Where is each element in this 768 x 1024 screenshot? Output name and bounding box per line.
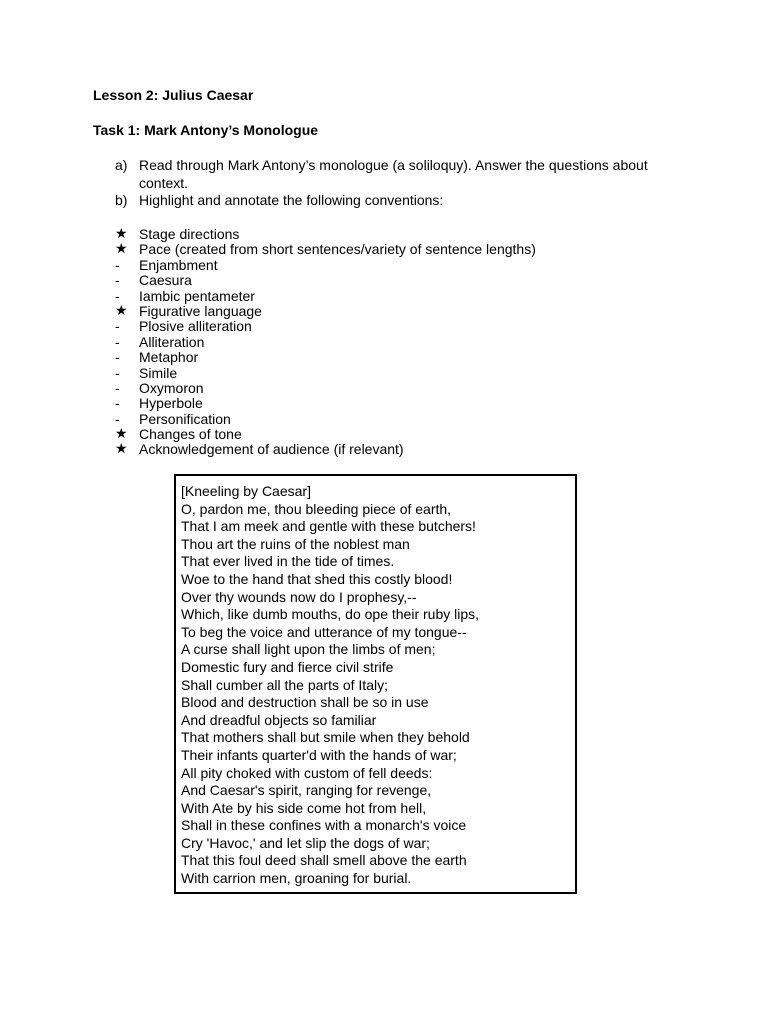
- dash-bullet: -: [115, 410, 120, 427]
- convention-item: [115, 258, 536, 273]
- convention-label: Iambic pentameter: [139, 287, 255, 304]
- monologue-line: Thou art the ruins of the noblest man: [181, 535, 410, 552]
- task-marker: a): [115, 157, 128, 173]
- monologue-line: Which, like dumb mouths, do ope their ruby lips,: [181, 606, 480, 623]
- monologue-line: To beg the voice and utterance of my tongue--: [181, 623, 467, 640]
- convention-label: Oxymoron: [139, 379, 204, 396]
- monologue-line: Cry 'Havoc,' and let slip the dogs of war;: [181, 834, 430, 851]
- stage-direction: [Kneeling by Caesar]: [181, 483, 311, 499]
- monologue-line: Domestic fury and fierce civil strife: [181, 658, 394, 675]
- convention-item: [115, 381, 536, 396]
- dash-bullet: -: [115, 333, 120, 350]
- dash-bullet: -: [115, 349, 120, 366]
- convention-item: [115, 289, 536, 304]
- convention-label: Plosive alliteration: [139, 318, 252, 335]
- dash-bullet: -: [115, 364, 120, 381]
- task-instructions-list: [115, 157, 675, 210]
- convention-item: [115, 442, 536, 457]
- star-icon: ★: [115, 441, 128, 458]
- monologue-line: That I am meek and gentle with these butchers!: [181, 518, 476, 535]
- convention-item: [115, 242, 536, 257]
- task-title: Task 1: Mark Antony’s Monologue: [93, 122, 319, 138]
- monologue-line: Shall in these confines with a monarch's voice: [181, 817, 467, 834]
- dash-bullet: -: [115, 395, 120, 412]
- lesson-title: Lesson 2: Julius Caesar: [93, 87, 254, 103]
- convention-item: [115, 412, 536, 427]
- convention-label: Stage directions: [139, 226, 240, 242]
- monologue-line: That mothers shall but smile when they behold: [181, 729, 470, 746]
- monologue-line: That this foul deed shall smell above the earth: [181, 852, 467, 869]
- dash-bullet: -: [115, 318, 120, 335]
- convention-label: Caesura: [139, 272, 192, 289]
- task-text: Read through Mark Antony’s monologue (a soliloquy). Answer the questions about context.: [139, 157, 648, 191]
- monologue-box: [174, 474, 577, 894]
- monologue-line: Woe to the hand that shed this costly blood!: [181, 570, 453, 587]
- task-item-b: [115, 192, 675, 210]
- monologue-line: That ever lived in the tide of times.: [181, 553, 395, 570]
- dash-bullet: -: [115, 287, 120, 304]
- convention-item: [115, 350, 536, 365]
- task-item-a: [115, 157, 675, 192]
- convention-label: Metaphor: [139, 349, 199, 366]
- convention-item: [115, 304, 536, 319]
- convention-item: [115, 396, 536, 411]
- monologue-line: With Ate by his side come hot from hell,: [181, 799, 427, 816]
- star-icon: ★: [115, 226, 128, 242]
- star-icon: ★: [115, 426, 128, 443]
- monologue-line: And Caesar's spirit, ranging for revenge,: [181, 782, 432, 799]
- conventions-list: [115, 227, 536, 458]
- convention-item: [115, 366, 536, 381]
- convention-label: Hyperbole: [139, 395, 203, 412]
- task-marker: b): [115, 192, 128, 208]
- star-icon: ★: [115, 302, 128, 319]
- convention-label: Simile: [139, 364, 178, 381]
- monologue-line: O, pardon me, thou bleeding piece of earth,: [181, 500, 452, 517]
- convention-item: [115, 273, 536, 288]
- dash-bullet: -: [115, 256, 120, 273]
- convention-item: [115, 319, 536, 334]
- convention-item: [115, 227, 536, 242]
- task-text: Highlight and annotate the following conventions:: [139, 192, 444, 208]
- monologue-line: And dreadful objects so familiar: [181, 711, 377, 728]
- convention-label: Acknowledgement of audience (if relevant): [139, 441, 404, 458]
- monologue-line: A curse shall light upon the limbs of men;: [181, 641, 436, 658]
- convention-label: Alliteration: [139, 333, 205, 350]
- monologue-line: Over thy wounds now do I prophesy,--: [181, 588, 417, 605]
- convention-label: Changes of tone: [139, 426, 242, 443]
- convention-label: Enjambment: [139, 256, 218, 273]
- convention-label: Figurative language: [139, 302, 262, 319]
- convention-item: [115, 335, 536, 350]
- monologue-line: Blood and destruction shall be so in use: [181, 694, 429, 711]
- monologue-line: All pity choked with custom of fell deeds:: [181, 764, 433, 781]
- dash-bullet: -: [115, 379, 120, 396]
- dash-bullet: -: [115, 272, 120, 289]
- convention-item: [115, 427, 536, 442]
- convention-label: Pace (created from short sentences/variety of sentence lengths): [139, 241, 536, 258]
- monologue-line: With carrion men, groaning for burial.: [181, 870, 412, 887]
- star-icon: ★: [115, 241, 128, 258]
- monologue-line: Shall cumber all the parts of Italy;: [181, 676, 388, 693]
- convention-label: Personification: [139, 410, 231, 427]
- monologue-line: Their infants quarter'd with the hands of war;: [181, 746, 457, 763]
